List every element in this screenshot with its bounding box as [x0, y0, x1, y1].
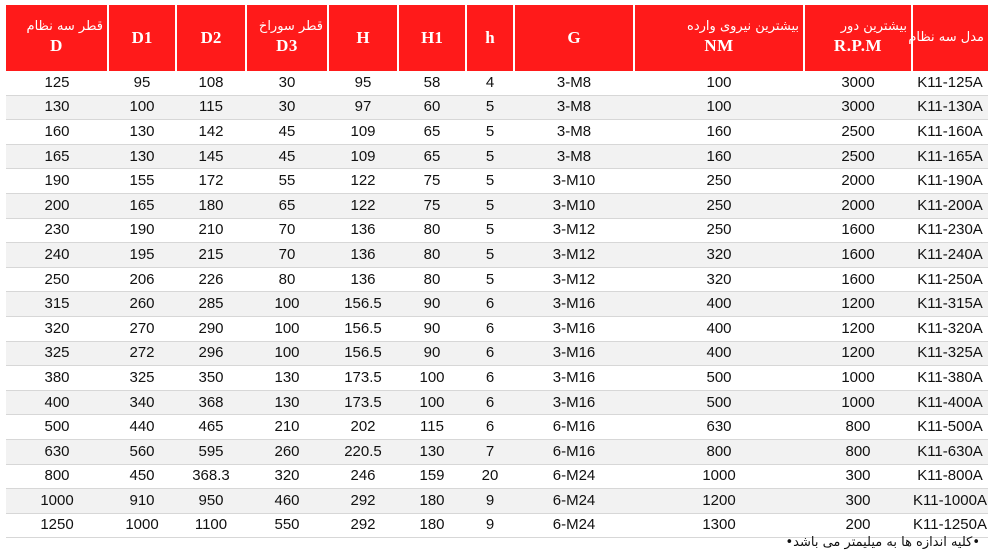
table-cell: 3-M8 — [514, 95, 634, 120]
table-cell: 136 — [328, 267, 398, 292]
header-h — [466, 5, 514, 71]
header-code: H1 — [421, 28, 443, 47]
table-cell: 58 — [398, 71, 466, 95]
table-cell: 2500 — [804, 120, 912, 145]
table-cell: 1000 — [804, 390, 912, 415]
header-model — [908, 5, 988, 71]
header-D1 — [108, 5, 176, 71]
table-cell: 215 — [176, 243, 246, 268]
table-cell: 1300 — [634, 513, 804, 538]
table-cell: 595 — [176, 439, 246, 464]
table-row — [6, 169, 988, 194]
header-label-fa: مدل سه نظام — [908, 30, 984, 45]
table-cell: 220.5 — [328, 439, 398, 464]
table-cell: 30 — [246, 95, 328, 120]
header-RPM — [804, 5, 912, 71]
table-cell: 130 — [108, 120, 176, 145]
table-cell: K11-250A — [912, 267, 988, 292]
table-cell: 1000 — [634, 464, 804, 489]
table-cell: K11-190A — [912, 169, 988, 194]
table-cell: 5 — [466, 243, 514, 268]
table-cell: 3-M10 — [514, 169, 634, 194]
table-cell: 202 — [328, 415, 398, 440]
table-cell: 300 — [804, 464, 912, 489]
table-cell: 6 — [466, 292, 514, 317]
table-cell: 1000 — [6, 489, 108, 514]
header-code: h — [485, 28, 495, 47]
table-cell: 70 — [246, 218, 328, 243]
table-cell: 190 — [6, 169, 108, 194]
table-cell: 136 — [328, 243, 398, 268]
table-cell: 180 — [176, 193, 246, 218]
table-cell: 100 — [398, 366, 466, 391]
table-cell: 159 — [398, 464, 466, 489]
table-cell: 180 — [398, 513, 466, 538]
table-cell: 2000 — [804, 169, 912, 194]
table-cell: 200 — [804, 513, 912, 538]
table-cell: 5 — [466, 169, 514, 194]
table-cell: K11-200A — [912, 193, 988, 218]
table-cell: 1000 — [108, 513, 176, 538]
table-header-row — [6, 5, 988, 71]
table-cell: 173.5 — [328, 366, 398, 391]
table-cell: 3-M8 — [514, 71, 634, 95]
table-row — [6, 218, 988, 243]
table-cell: K11-500A — [912, 415, 988, 440]
table-cell: 190 — [108, 218, 176, 243]
table-cell: 800 — [6, 464, 108, 489]
table-cell: K11-1000A — [912, 489, 988, 514]
table-cell: 6-M24 — [514, 489, 634, 514]
table-cell: 165 — [108, 193, 176, 218]
table-cell: 95 — [328, 71, 398, 95]
table-cell: 100 — [634, 95, 804, 120]
table-cell: 65 — [398, 144, 466, 169]
table-cell: 296 — [176, 341, 246, 366]
table-cell: 200 — [6, 193, 108, 218]
table-cell: 2500 — [804, 144, 912, 169]
table-cell: 55 — [246, 169, 328, 194]
table-cell: 5 — [466, 120, 514, 145]
table-cell: K11-240A — [912, 243, 988, 268]
table-cell: 100 — [246, 316, 328, 341]
table-cell: 500 — [6, 415, 108, 440]
table-cell: 250 — [634, 218, 804, 243]
table-cell: 172 — [176, 169, 246, 194]
table-cell: 400 — [634, 292, 804, 317]
table-cell: 20 — [466, 464, 514, 489]
header-G — [514, 5, 634, 71]
table-cell: 800 — [804, 439, 912, 464]
table-row — [6, 439, 988, 464]
table-cell: 109 — [328, 144, 398, 169]
table-cell: 5 — [466, 218, 514, 243]
table-cell: 115 — [398, 415, 466, 440]
table-cell: 125 — [6, 71, 108, 95]
table-cell: K11-320A — [912, 316, 988, 341]
table-cell: 340 — [108, 390, 176, 415]
table-cell: 130 — [246, 366, 328, 391]
table-cell: 80 — [398, 218, 466, 243]
table-row — [6, 415, 988, 440]
table-cell: 260 — [246, 439, 328, 464]
table-cell: 3-M16 — [514, 341, 634, 366]
table-row — [6, 267, 988, 292]
header-code: D3 — [276, 36, 298, 55]
table-cell: 9 — [466, 513, 514, 538]
table-cell: 5 — [466, 144, 514, 169]
table-row — [6, 292, 988, 317]
table-cell: 115 — [176, 95, 246, 120]
table-cell: 1600 — [804, 267, 912, 292]
table-cell: 6 — [466, 415, 514, 440]
table-cell: 1600 — [804, 218, 912, 243]
table-cell: 630 — [6, 439, 108, 464]
table-cell: 1200 — [634, 489, 804, 514]
table-cell: K11-630A — [912, 439, 988, 464]
table-cell: 240 — [6, 243, 108, 268]
table-cell: 108 — [176, 71, 246, 95]
table-cell: 350 — [176, 366, 246, 391]
table-cell: 500 — [634, 366, 804, 391]
table-cell: 400 — [634, 316, 804, 341]
table-cell: 80 — [246, 267, 328, 292]
table-cell: 250 — [634, 193, 804, 218]
header-code: D — [50, 36, 63, 55]
table-cell: 230 — [6, 218, 108, 243]
table-cell: 156.5 — [328, 341, 398, 366]
table-cell: 3-M12 — [514, 243, 634, 268]
table-cell: 910 — [108, 489, 176, 514]
table-cell: 136 — [328, 218, 398, 243]
table-cell: 292 — [328, 489, 398, 514]
table-cell: 320 — [634, 267, 804, 292]
table-cell: 45 — [246, 144, 328, 169]
table-cell: 400 — [6, 390, 108, 415]
table-cell: 3-M8 — [514, 120, 634, 145]
header-label-fa: قطر سه نظام — [26, 19, 103, 34]
header-code: NM — [704, 36, 734, 55]
table-cell: 272 — [108, 341, 176, 366]
table-cell: K11-315A — [912, 292, 988, 317]
table-cell: 246 — [328, 464, 398, 489]
table-cell: 155 — [108, 169, 176, 194]
table-cell: 30 — [246, 71, 328, 95]
table-cell: 145 — [176, 144, 246, 169]
table-cell: 1200 — [804, 316, 912, 341]
table-row — [6, 464, 988, 489]
table-cell: 950 — [176, 489, 246, 514]
header-label-fa: بیشترین نیروی وارده — [687, 19, 799, 34]
table-cell: 2000 — [804, 193, 912, 218]
table-cell: 6-M24 — [514, 513, 634, 538]
table-cell: 270 — [108, 316, 176, 341]
table-cell: 6-M16 — [514, 415, 634, 440]
table-cell: 80 — [398, 243, 466, 268]
table-cell: 6 — [466, 390, 514, 415]
table-cell: 95 — [108, 71, 176, 95]
table-row — [6, 489, 988, 514]
table-cell: 75 — [398, 193, 466, 218]
table-cell: 206 — [108, 267, 176, 292]
table-row — [6, 144, 988, 169]
table-cell: 160 — [634, 120, 804, 145]
table-cell: 6 — [466, 366, 514, 391]
table-cell: 1200 — [804, 292, 912, 317]
table-cell: 260 — [108, 292, 176, 317]
table-cell: 97 — [328, 95, 398, 120]
table-cell: 6-M24 — [514, 464, 634, 489]
table-cell: 400 — [634, 341, 804, 366]
table-cell: 3-M16 — [514, 316, 634, 341]
table-cell: 210 — [246, 415, 328, 440]
table-cell: 1250 — [6, 513, 108, 538]
table-cell: 3-M16 — [514, 366, 634, 391]
table-cell: 3-M10 — [514, 193, 634, 218]
table-cell: 130 — [108, 144, 176, 169]
table-cell: 1000 — [804, 366, 912, 391]
table-cell: 630 — [634, 415, 804, 440]
table-cell: 3-M16 — [514, 390, 634, 415]
table-cell: 6 — [466, 341, 514, 366]
table-cell: 122 — [328, 169, 398, 194]
table-cell: 380 — [6, 366, 108, 391]
header-code: R.P.M — [833, 36, 883, 55]
table-cell: 100 — [398, 390, 466, 415]
table-cell: 250 — [6, 267, 108, 292]
spec-table-container — [6, 5, 988, 538]
table-cell: 3000 — [804, 71, 912, 95]
table-cell: K11-230A — [912, 218, 988, 243]
table-cell: 368.3 — [176, 464, 246, 489]
table-cell: 1100 — [176, 513, 246, 538]
table-cell: 320 — [6, 316, 108, 341]
table-cell: 292 — [328, 513, 398, 538]
table-cell: 3000 — [804, 95, 912, 120]
header-D — [6, 5, 108, 71]
table-cell: 160 — [634, 144, 804, 169]
table-row — [6, 243, 988, 268]
table-cell: 9 — [466, 489, 514, 514]
table-cell: 3-M12 — [514, 267, 634, 292]
table-cell: 3-M12 — [514, 218, 634, 243]
table-cell: 195 — [108, 243, 176, 268]
header-label-fa: بیشترین دور — [840, 19, 907, 34]
table-row — [6, 120, 988, 145]
table-cell: 75 — [398, 169, 466, 194]
table-cell: 130 — [398, 439, 466, 464]
table-cell: K11-130A — [912, 95, 988, 120]
table-cell: 226 — [176, 267, 246, 292]
table-cell: 5 — [466, 193, 514, 218]
header-code: G — [567, 28, 581, 47]
table-cell: 90 — [398, 292, 466, 317]
table-cell: 160 — [6, 120, 108, 145]
table-cell: 500 — [634, 390, 804, 415]
table-cell: 550 — [246, 513, 328, 538]
table-cell: 100 — [246, 292, 328, 317]
table-cell: K11-160A — [912, 120, 988, 145]
table-cell: 3-M16 — [514, 292, 634, 317]
table-cell: 80 — [398, 267, 466, 292]
table-cell: K11-800A — [912, 464, 988, 489]
table-cell: K11-380A — [912, 366, 988, 391]
table-cell: 65 — [398, 120, 466, 145]
header-label-fa: قطر سوراخ — [258, 19, 323, 34]
table-cell: 100 — [634, 71, 804, 95]
table-cell: 320 — [634, 243, 804, 268]
table-cell: 122 — [328, 193, 398, 218]
table-cell: 5 — [466, 95, 514, 120]
table-cell: 210 — [176, 218, 246, 243]
table-cell: 3-M8 — [514, 144, 634, 169]
table-cell: 325 — [6, 341, 108, 366]
header-D2 — [176, 5, 246, 71]
header-code: H — [356, 28, 370, 47]
table-cell: 465 — [176, 415, 246, 440]
table-cell: 6 — [466, 316, 514, 341]
table-cell: 1200 — [804, 341, 912, 366]
table-cell: 130 — [246, 390, 328, 415]
table-cell: 368 — [176, 390, 246, 415]
table-cell: 100 — [246, 341, 328, 366]
table-row — [6, 193, 988, 218]
table-cell: 7 — [466, 439, 514, 464]
table-cell: K11-1250A — [912, 513, 988, 538]
table-cell: 165 — [6, 144, 108, 169]
table-row — [6, 316, 988, 341]
table-cell: 6-M16 — [514, 439, 634, 464]
table-cell: 173.5 — [328, 390, 398, 415]
table-cell: 440 — [108, 415, 176, 440]
header-code: D2 — [200, 28, 222, 47]
header-code: D1 — [131, 28, 153, 47]
table-cell: 60 — [398, 95, 466, 120]
header-NM — [634, 5, 804, 71]
table-cell: 109 — [328, 120, 398, 145]
table-body — [6, 71, 988, 538]
table-row — [6, 366, 988, 391]
table-cell: K11-400A — [912, 390, 988, 415]
table-cell: 315 — [6, 292, 108, 317]
table-cell: 156.5 — [328, 292, 398, 317]
table-row — [6, 341, 988, 366]
table-cell: 45 — [246, 120, 328, 145]
table-cell: 65 — [246, 193, 328, 218]
table-cell: 560 — [108, 439, 176, 464]
table-row — [6, 71, 988, 95]
table-cell: 450 — [108, 464, 176, 489]
table-cell: K11-325A — [912, 341, 988, 366]
table-cell: 70 — [246, 243, 328, 268]
header-H — [328, 5, 398, 71]
table-cell: 320 — [246, 464, 328, 489]
table-cell: 5 — [466, 267, 514, 292]
table-cell: 100 — [108, 95, 176, 120]
table-cell: 800 — [804, 415, 912, 440]
header-H1 — [398, 5, 466, 71]
table-cell: 4 — [466, 71, 514, 95]
table-cell: 130 — [6, 95, 108, 120]
table-cell: K11-125A — [912, 71, 988, 95]
header-D3 — [246, 5, 328, 71]
table-cell: 90 — [398, 341, 466, 366]
table-cell: 325 — [108, 366, 176, 391]
table-row — [6, 95, 988, 120]
units-note: •کلیه اندازه ها به میلیمتر می باشد• — [785, 535, 980, 550]
table-cell: 250 — [634, 169, 804, 194]
chuck-spec-table — [6, 5, 988, 538]
table-cell: 142 — [176, 120, 246, 145]
table-cell: 156.5 — [328, 316, 398, 341]
table-cell: 90 — [398, 316, 466, 341]
table-cell: 460 — [246, 489, 328, 514]
table-cell: 800 — [634, 439, 804, 464]
table-cell: 300 — [804, 489, 912, 514]
table-cell: 1600 — [804, 243, 912, 268]
table-row — [6, 390, 988, 415]
table-cell: 290 — [176, 316, 246, 341]
table-cell: K11-165A — [912, 144, 988, 169]
table-cell: 180 — [398, 489, 466, 514]
table-cell: 285 — [176, 292, 246, 317]
